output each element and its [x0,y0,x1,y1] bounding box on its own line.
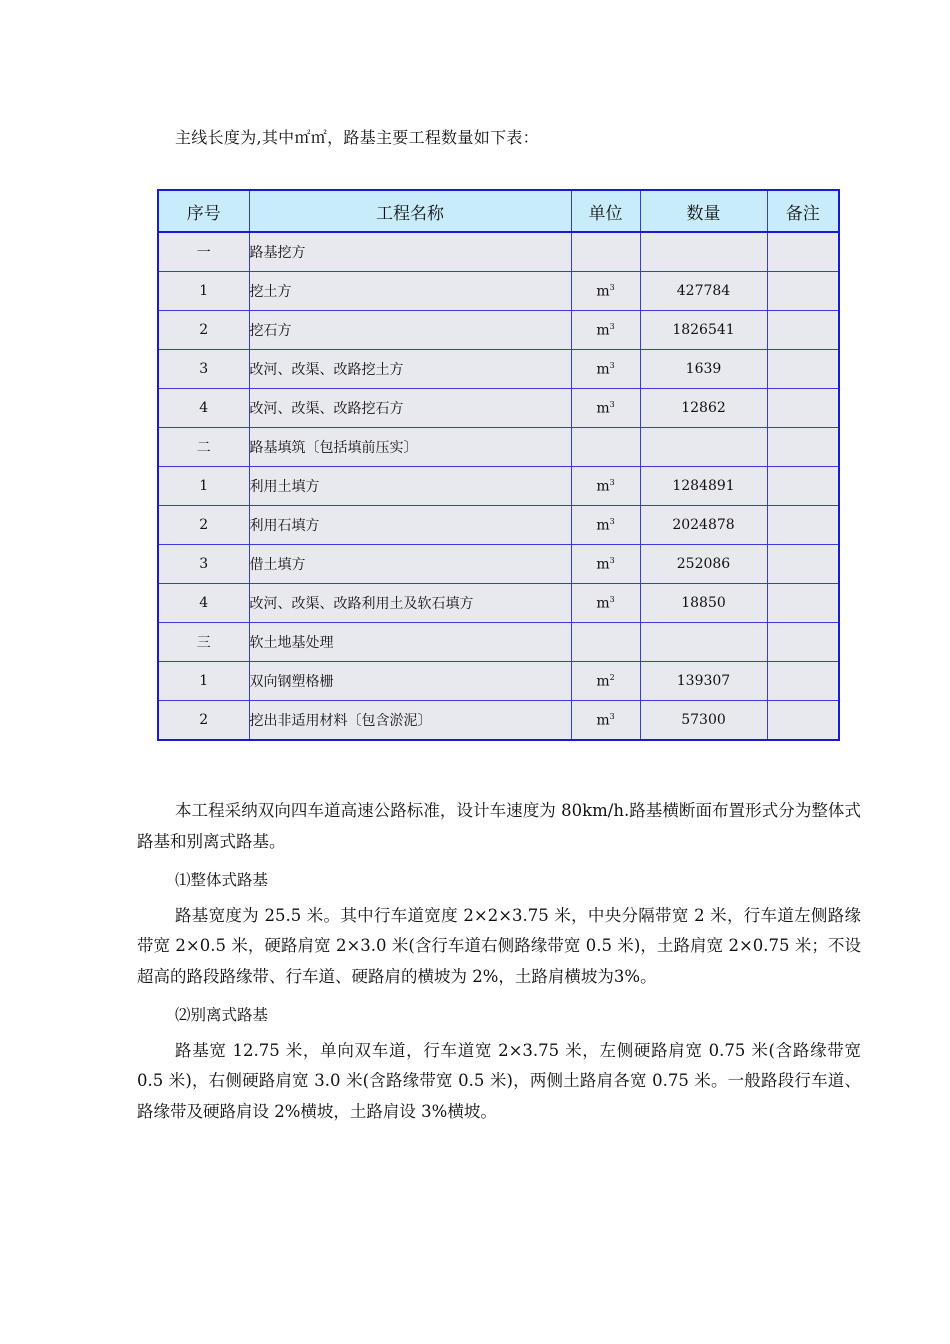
cell-name: 路基挖方 [249,232,571,272]
unit-base: m [596,673,610,690]
header-note: 备注 [767,190,839,232]
cell-no: 2 [158,701,249,741]
table-row [158,272,839,311]
cell-note [767,428,839,467]
table-row [158,662,839,701]
table-row [158,584,839,623]
cell-name: 改河、改渠、改路挖土方 [249,350,571,389]
unit-exponent: 3 [609,555,615,565]
cell-unit [571,701,640,741]
cell-note [767,662,839,701]
unit-base: m [596,556,610,573]
cell-note [767,584,839,623]
cell-qty: 18850 [640,584,767,623]
unit-exponent: 3 [609,516,615,526]
intro-text: 主线长度为,其中㎡㎡，路基主要工程数量如下表： [175,128,539,147]
cell-name: 双向钢塑格栅 [249,662,571,701]
quantity-table-wrapper [157,189,838,741]
cell-name: 改河、改渠、改路挖石方 [249,389,571,428]
table-row [158,389,839,428]
cell-no: 3 [158,545,249,584]
cell-name: 借土填方 [249,545,571,584]
cell-unit [571,623,640,662]
cell-name: 挖石方 [249,311,571,350]
cell-qty: 1639 [640,350,767,389]
header-name: 工程名称 [249,190,571,232]
paragraph-standard: 本工程采纳双向四车道高速公路标准，设计车速度为 80km/h.路基横断面布置形式分为整体式路基和别离式路基。 [137,801,861,851]
unit-exponent: 3 [609,711,615,721]
cell-no: 1 [158,662,249,701]
header-no: 序号 [158,190,249,232]
cell-note [767,272,839,311]
cell-unit [571,584,640,623]
cell-no: 3 [158,350,249,389]
header-unit: 单位 [571,190,640,232]
unit-exponent: 3 [609,399,615,409]
unit-exponent: 2 [609,672,615,682]
table-row [158,467,839,506]
table-header-row [158,190,839,232]
subheading-integral-roadbed: ⑴整体式路基 [175,871,269,889]
cell-note [767,623,839,662]
cell-no: 二 [158,428,249,467]
table-row [158,350,839,389]
cell-note [767,232,839,272]
cell-no: 2 [158,506,249,545]
cell-qty [640,623,767,662]
unit-exponent: 3 [609,282,615,292]
unit-base: m [596,283,610,300]
table-row [158,232,839,272]
cell-no: 4 [158,584,249,623]
cell-name: 软土地基处理 [249,623,571,662]
unit-exponent: 3 [609,321,615,331]
table-row [158,506,839,545]
table-body [158,232,839,740]
unit-base: m [596,712,610,729]
cell-no: 4 [158,389,249,428]
cell-unit [571,506,640,545]
cell-qty [640,232,767,272]
subheading-separate-roadbed: ⑵别离式路基 [175,1006,269,1024]
unit-base: m [596,322,610,339]
unit-exponent: 3 [609,477,615,487]
cell-name: 挖土方 [249,272,571,311]
table-row [158,545,839,584]
table-row [158,701,839,741]
table-row [158,623,839,662]
cell-unit [571,662,640,701]
cell-note [767,545,839,584]
cell-note [767,506,839,545]
unit-base: m [596,478,610,495]
cell-note [767,350,839,389]
cell-name: 路基填筑〔包括填前压实〕 [249,428,571,467]
cell-name: 挖出非适用材料〔包含淤泥〕 [249,701,571,741]
unit-base: m [596,361,610,378]
quantity-table [157,189,840,741]
cell-name: 利用石填方 [249,506,571,545]
cell-qty: 427784 [640,272,767,311]
header-qty: 数量 [640,190,767,232]
cell-qty: 12862 [640,389,767,428]
body-text [137,796,861,1127]
cell-no: 1 [158,272,249,311]
cell-unit [571,272,640,311]
cell-name: 改河、改渠、改路利用土及软石填方 [249,584,571,623]
cell-note [767,701,839,741]
table-row [158,311,839,350]
cell-no: 三 [158,623,249,662]
cell-no: 1 [158,467,249,506]
unit-base: m [596,517,610,534]
cell-qty: 252086 [640,545,767,584]
unit-base: m [596,400,610,417]
cell-no: 2 [158,311,249,350]
cell-note [767,311,839,350]
unit-exponent: 3 [609,360,615,370]
cell-qty: 2024878 [640,506,767,545]
cell-unit [571,428,640,467]
cell-name: 利用土填方 [249,467,571,506]
cell-unit [571,311,640,350]
cell-qty: 1826541 [640,311,767,350]
cell-unit [571,232,640,272]
cell-note [767,389,839,428]
cell-qty: 139307 [640,662,767,701]
cell-qty: 57300 [640,701,767,741]
paragraph-integral-roadbed: 路基宽度为 25.5 米。其中行车道宽度 2×2×3.75 米，中央分隔带宽 2 米，行车道左侧路缘带宽 2×0.5 米，硬路肩宽 2×3.0 米(含行车道右侧路缘带宽 0.5 米)，土路肩宽 2×0.75 米；不设超高的路段路缘带、行车道、硬路肩的横坡为 2%，土路肩横坡为3%。 [137,905,861,986]
unit-exponent: 3 [609,594,615,604]
cell-unit [571,389,640,428]
cell-note [767,467,839,506]
cell-unit [571,467,640,506]
table-row [158,428,839,467]
paragraph-separate-roadbed: 路基宽 12.75 米，单向双车道，行车道宽 2×3.75 米，左侧硬路肩宽 0.75 米(含路缘带宽 0.5 米)，右侧硬路肩宽 3.0 米(含路缘带宽 0.5 米)，两侧土路肩各宽 0.75 米。一般路段行车道、路缘带及硬路肩设 2%横坡，土路肩设 3%横坡。 [137,1040,861,1121]
unit-base: m [596,595,610,612]
cell-unit [571,350,640,389]
cell-qty: 1284891 [640,467,767,506]
cell-unit [571,545,640,584]
cell-no: 一 [158,232,249,272]
cell-qty [640,428,767,467]
